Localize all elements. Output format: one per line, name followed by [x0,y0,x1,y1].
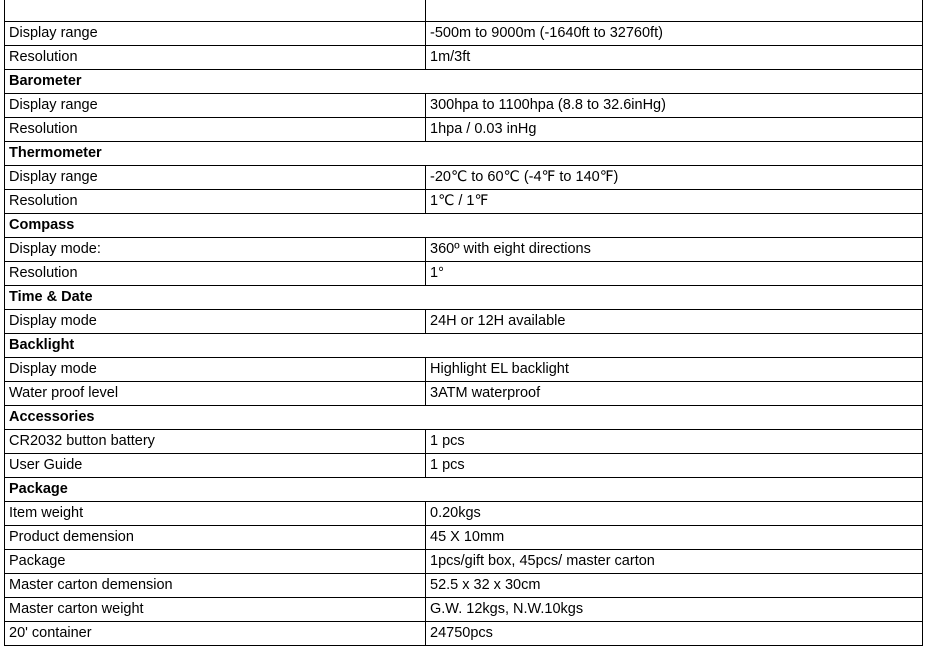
section-title: Time & Date [5,286,923,310]
spec-value: G.W. 12kgs, N.W.10kgs [426,598,923,622]
section-header-row [5,478,923,502]
spec-value: -20℃ to 60℃ (-4℉ to 140℉) [426,166,923,190]
spec-row [5,262,923,286]
spec-value: Highlight EL backlight [426,358,923,382]
spec-row [5,22,923,46]
spec-label: Resolution [5,118,426,142]
spec-row [5,526,923,550]
spec-row [5,574,923,598]
spec-label: Display range [5,22,426,46]
spec-value: 1m/3ft [426,46,923,70]
spec-row [5,190,923,214]
spec-value: -500m to 9000m (-1640ft to 32760ft) [426,22,923,46]
spec-label [5,0,426,22]
spec-value: 1hpa / 0.03 inHg [426,118,923,142]
spec-label: Master carton weight [5,598,426,622]
spec-row [5,358,923,382]
section-header-row [5,70,923,94]
spec-value: 0.20kgs [426,502,923,526]
section-header-row [5,142,923,166]
spec-label: Package [5,550,426,574]
spec-row [5,166,923,190]
spec-label: Item weight [5,502,426,526]
section-title: Thermometer [5,142,923,166]
spec-table [4,0,923,646]
spec-value: 24750pcs [426,622,923,646]
section-title: Compass [5,214,923,238]
spec-value: 3ATM waterproof [426,382,923,406]
spec-row [5,550,923,574]
section-title: Accessories [5,406,923,430]
spec-label: Master carton demension [5,574,426,598]
spec-label: Resolution [5,262,426,286]
spec-row [5,502,923,526]
section-header-row [5,286,923,310]
spec-label: Display mode: [5,238,426,262]
spec-value: 1° [426,262,923,286]
spec-label: Display range [5,166,426,190]
spec-row [5,454,923,478]
spec-label: 20' container [5,622,426,646]
spec-row [5,310,923,334]
spec-value: 1 pcs [426,454,923,478]
spec-row [5,430,923,454]
spec-label: User Guide [5,454,426,478]
section-header-row [5,214,923,238]
spec-label: Resolution [5,46,426,70]
spec-row [5,94,923,118]
spec-value [426,0,923,22]
spec-value: 24H or 12H available [426,310,923,334]
spec-row [5,0,923,22]
spec-row [5,46,923,70]
spec-row [5,382,923,406]
spec-label: Water proof level [5,382,426,406]
spec-value: 52.5 x 32 x 30cm [426,574,923,598]
spec-value: 45 X 10mm [426,526,923,550]
spec-label: Display range [5,94,426,118]
spec-label: Product demension [5,526,426,550]
spec-row [5,238,923,262]
section-title: Barometer [5,70,923,94]
spec-label: Display mode [5,358,426,382]
spec-value: 300hpa to 1100hpa (8.8 to 32.6inHg) [426,94,923,118]
spec-value: 1℃ / 1℉ [426,190,923,214]
section-header-row [5,334,923,358]
spec-row [5,598,923,622]
spec-row [5,118,923,142]
section-title: Backlight [5,334,923,358]
spec-value: 360º with eight directions [426,238,923,262]
spec-value: 1 pcs [426,430,923,454]
spec-label: CR2032 button battery [5,430,426,454]
spec-table-body [5,0,923,646]
spec-row [5,622,923,646]
spec-label: Resolution [5,190,426,214]
spec-label: Display mode [5,310,426,334]
spec-value: 1pcs/gift box, 45pcs/ master carton [426,550,923,574]
section-header-row [5,406,923,430]
section-title: Package [5,478,923,502]
